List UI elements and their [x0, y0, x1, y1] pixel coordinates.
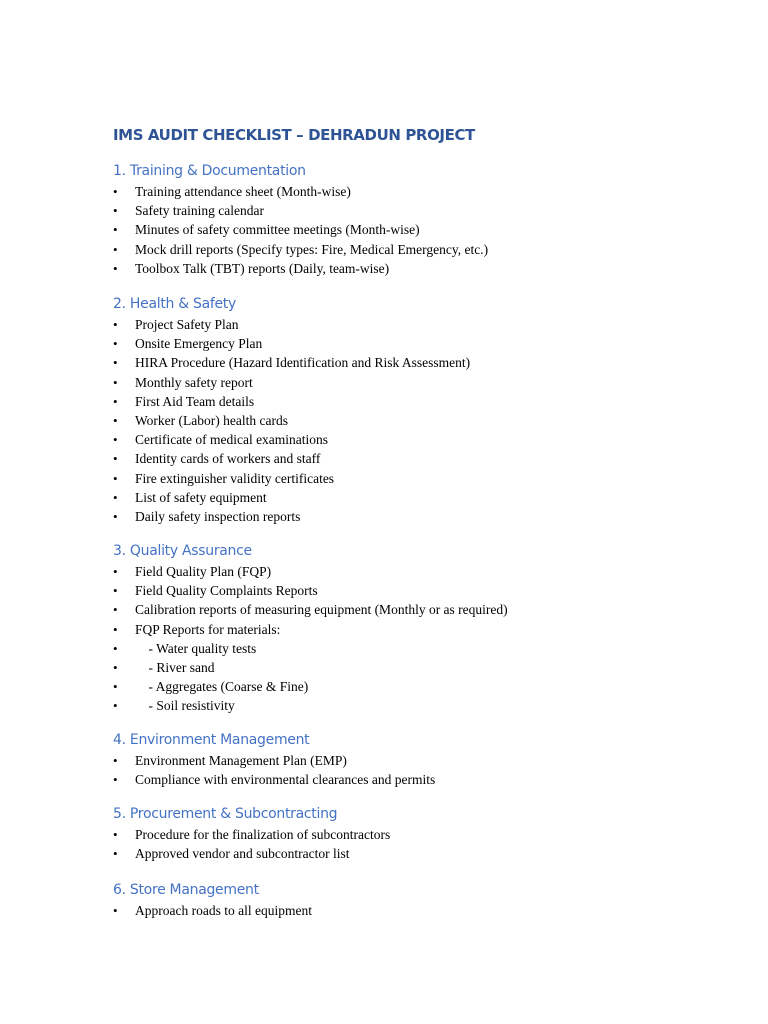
- checklist-item-text: Certificate of medical examinations: [135, 432, 329, 448]
- bullet-icon: •: [113, 470, 118, 486]
- checklist-item: [113, 620, 733, 639]
- checklist-item: [113, 392, 733, 411]
- checklist-item: [113, 353, 733, 372]
- checklist-item: [113, 220, 733, 239]
- checklist-section: [113, 803, 733, 863]
- bullet-icon: •: [113, 508, 118, 524]
- bullet-icon: •: [113, 583, 118, 599]
- checklist-item: [113, 259, 733, 278]
- checklist-item-text: HIRA Procedure (Hazard Identification and Risk Assessment): [135, 355, 471, 371]
- bullet-icon: •: [113, 222, 118, 238]
- checklist-item-text: - Soil resistivity: [135, 698, 235, 714]
- checklist-item-text: Field Quality Plan (FQP): [135, 564, 272, 579]
- checklist-item: [113, 639, 733, 658]
- checklist-item: [113, 430, 733, 449]
- checklist-item: [113, 411, 733, 430]
- bullet-icon: •: [113, 564, 118, 579]
- checklist-item: [113, 658, 733, 677]
- document-title: IMS AUDIT CHECKLIST – DEHRADUN PROJECT: [113, 126, 475, 144]
- bullet-icon: •: [113, 241, 118, 257]
- bullet-icon: •: [113, 489, 118, 505]
- checklist-item-text: Training attendance sheet (Month-wise): [135, 184, 351, 199]
- checklist-item-text: Worker (Labor) health cards: [135, 412, 288, 428]
- checklist-item: [113, 562, 733, 581]
- checklist-item-text: Monthly safety report: [135, 374, 253, 390]
- checklist-item-text: Toolbox Talk (TBT) reports (Daily, team-wise): [135, 260, 390, 276]
- bullet-icon: •: [113, 640, 118, 656]
- checklist-items: [113, 315, 733, 526]
- bullet-icon: •: [113, 846, 118, 862]
- section-heading: 4. Environment Management: [113, 732, 310, 748]
- checklist-item-text: - River sand: [135, 659, 215, 675]
- section-heading: 1. Training & Documentation: [113, 163, 306, 179]
- checklist-items: [113, 825, 733, 863]
- bullet-icon: •: [113, 679, 118, 695]
- checklist-item: [113, 677, 733, 696]
- bullet-icon: •: [113, 412, 118, 428]
- checklist-item-text: Calibration reports of measuring equipment (Monthly or as required): [135, 602, 508, 618]
- checklist-item: [113, 240, 733, 259]
- bullet-icon: •: [113, 903, 118, 918]
- bullet-icon: •: [113, 184, 118, 199]
- checklist-section: [113, 879, 733, 920]
- bullet-icon: •: [113, 753, 118, 768]
- checklist-item: [113, 844, 733, 863]
- bullet-icon: •: [113, 827, 118, 842]
- checklist-item-text: Approach roads to all equipment: [135, 903, 312, 918]
- bullet-icon: •: [113, 336, 118, 352]
- checklist-item: [113, 696, 733, 715]
- checklist-item-text: Safety training calendar: [135, 203, 264, 219]
- checklist-item-text: - Water quality tests: [135, 640, 257, 656]
- checklist-item-text: Onsite Emergency Plan: [135, 336, 263, 352]
- checklist-items: [113, 901, 733, 920]
- checklist-item: [113, 751, 733, 770]
- checklist-section: [113, 540, 733, 716]
- checklist-item-text: Mock drill reports (Specify types: Fire, Medical Emergency, etc.): [135, 241, 489, 257]
- bullet-icon: •: [113, 451, 118, 467]
- checklist-item: [113, 334, 733, 353]
- checklist-item-text: Approved vendor and subcontractor list: [135, 846, 350, 862]
- section-heading: 3. Quality Assurance: [113, 543, 252, 559]
- checklist-item: [113, 600, 733, 619]
- bullet-icon: •: [113, 659, 118, 675]
- checklist-item: [113, 315, 733, 334]
- checklist-item: [113, 373, 733, 392]
- bullet-icon: •: [113, 772, 118, 788]
- checklist-item-text: - Aggregates (Coarse & Fine): [135, 679, 309, 695]
- checklist-item: [113, 581, 733, 600]
- bullet-icon: •: [113, 602, 118, 618]
- checklist-items: [113, 751, 733, 789]
- checklist-section: [113, 160, 733, 278]
- checklist-section: [113, 729, 733, 789]
- bullet-icon: •: [113, 432, 118, 448]
- bullet-icon: •: [113, 374, 118, 390]
- checklist-item: [113, 770, 733, 789]
- section-heading: 5. Procurement & Subcontracting: [113, 806, 338, 822]
- checklist-items: [113, 182, 733, 278]
- checklist-item: [113, 507, 733, 526]
- bullet-icon: •: [113, 317, 118, 332]
- section-heading: 2. Health & Safety: [113, 296, 236, 312]
- checklist-item-text: FQP Reports for materials:: [135, 621, 281, 637]
- checklist-item-text: Project Safety Plan: [135, 317, 239, 332]
- checklist-item: [113, 825, 733, 844]
- checklist-item-text: Procedure for the finalization of subcontractors: [135, 827, 391, 842]
- checklist-items: [113, 562, 733, 716]
- checklist-item: [113, 449, 733, 468]
- checklist-section: [113, 293, 733, 526]
- section-heading: 6. Store Management: [113, 882, 259, 898]
- checklist-item: [113, 182, 733, 201]
- checklist-item: [113, 201, 733, 220]
- bullet-icon: •: [113, 203, 118, 219]
- checklist-item: [113, 901, 733, 920]
- checklist-item-text: Minutes of safety committee meetings (Month-wise): [135, 222, 420, 238]
- checklist-item-text: List of safety equipment: [135, 489, 267, 505]
- bullet-icon: •: [113, 260, 118, 276]
- bullet-icon: •: [113, 698, 118, 714]
- checklist-item-text: Daily safety inspection reports: [135, 508, 301, 524]
- bullet-icon: •: [113, 621, 118, 637]
- checklist-item-text: Identity cards of workers and staff: [135, 451, 321, 467]
- checklist-item-text: Fire extinguisher validity certificates: [135, 470, 335, 486]
- bullet-icon: •: [113, 355, 118, 371]
- checklist-item: [113, 488, 733, 507]
- checklist-item-text: Compliance with environmental clearances and permits: [135, 772, 436, 788]
- checklist-item: [113, 469, 733, 488]
- checklist-item-text: Environment Management Plan (EMP): [135, 753, 347, 768]
- checklist-item-text: First Aid Team details: [135, 393, 255, 409]
- bullet-icon: •: [113, 393, 118, 409]
- checklist-item-text: Field Quality Complaints Reports: [135, 583, 318, 599]
